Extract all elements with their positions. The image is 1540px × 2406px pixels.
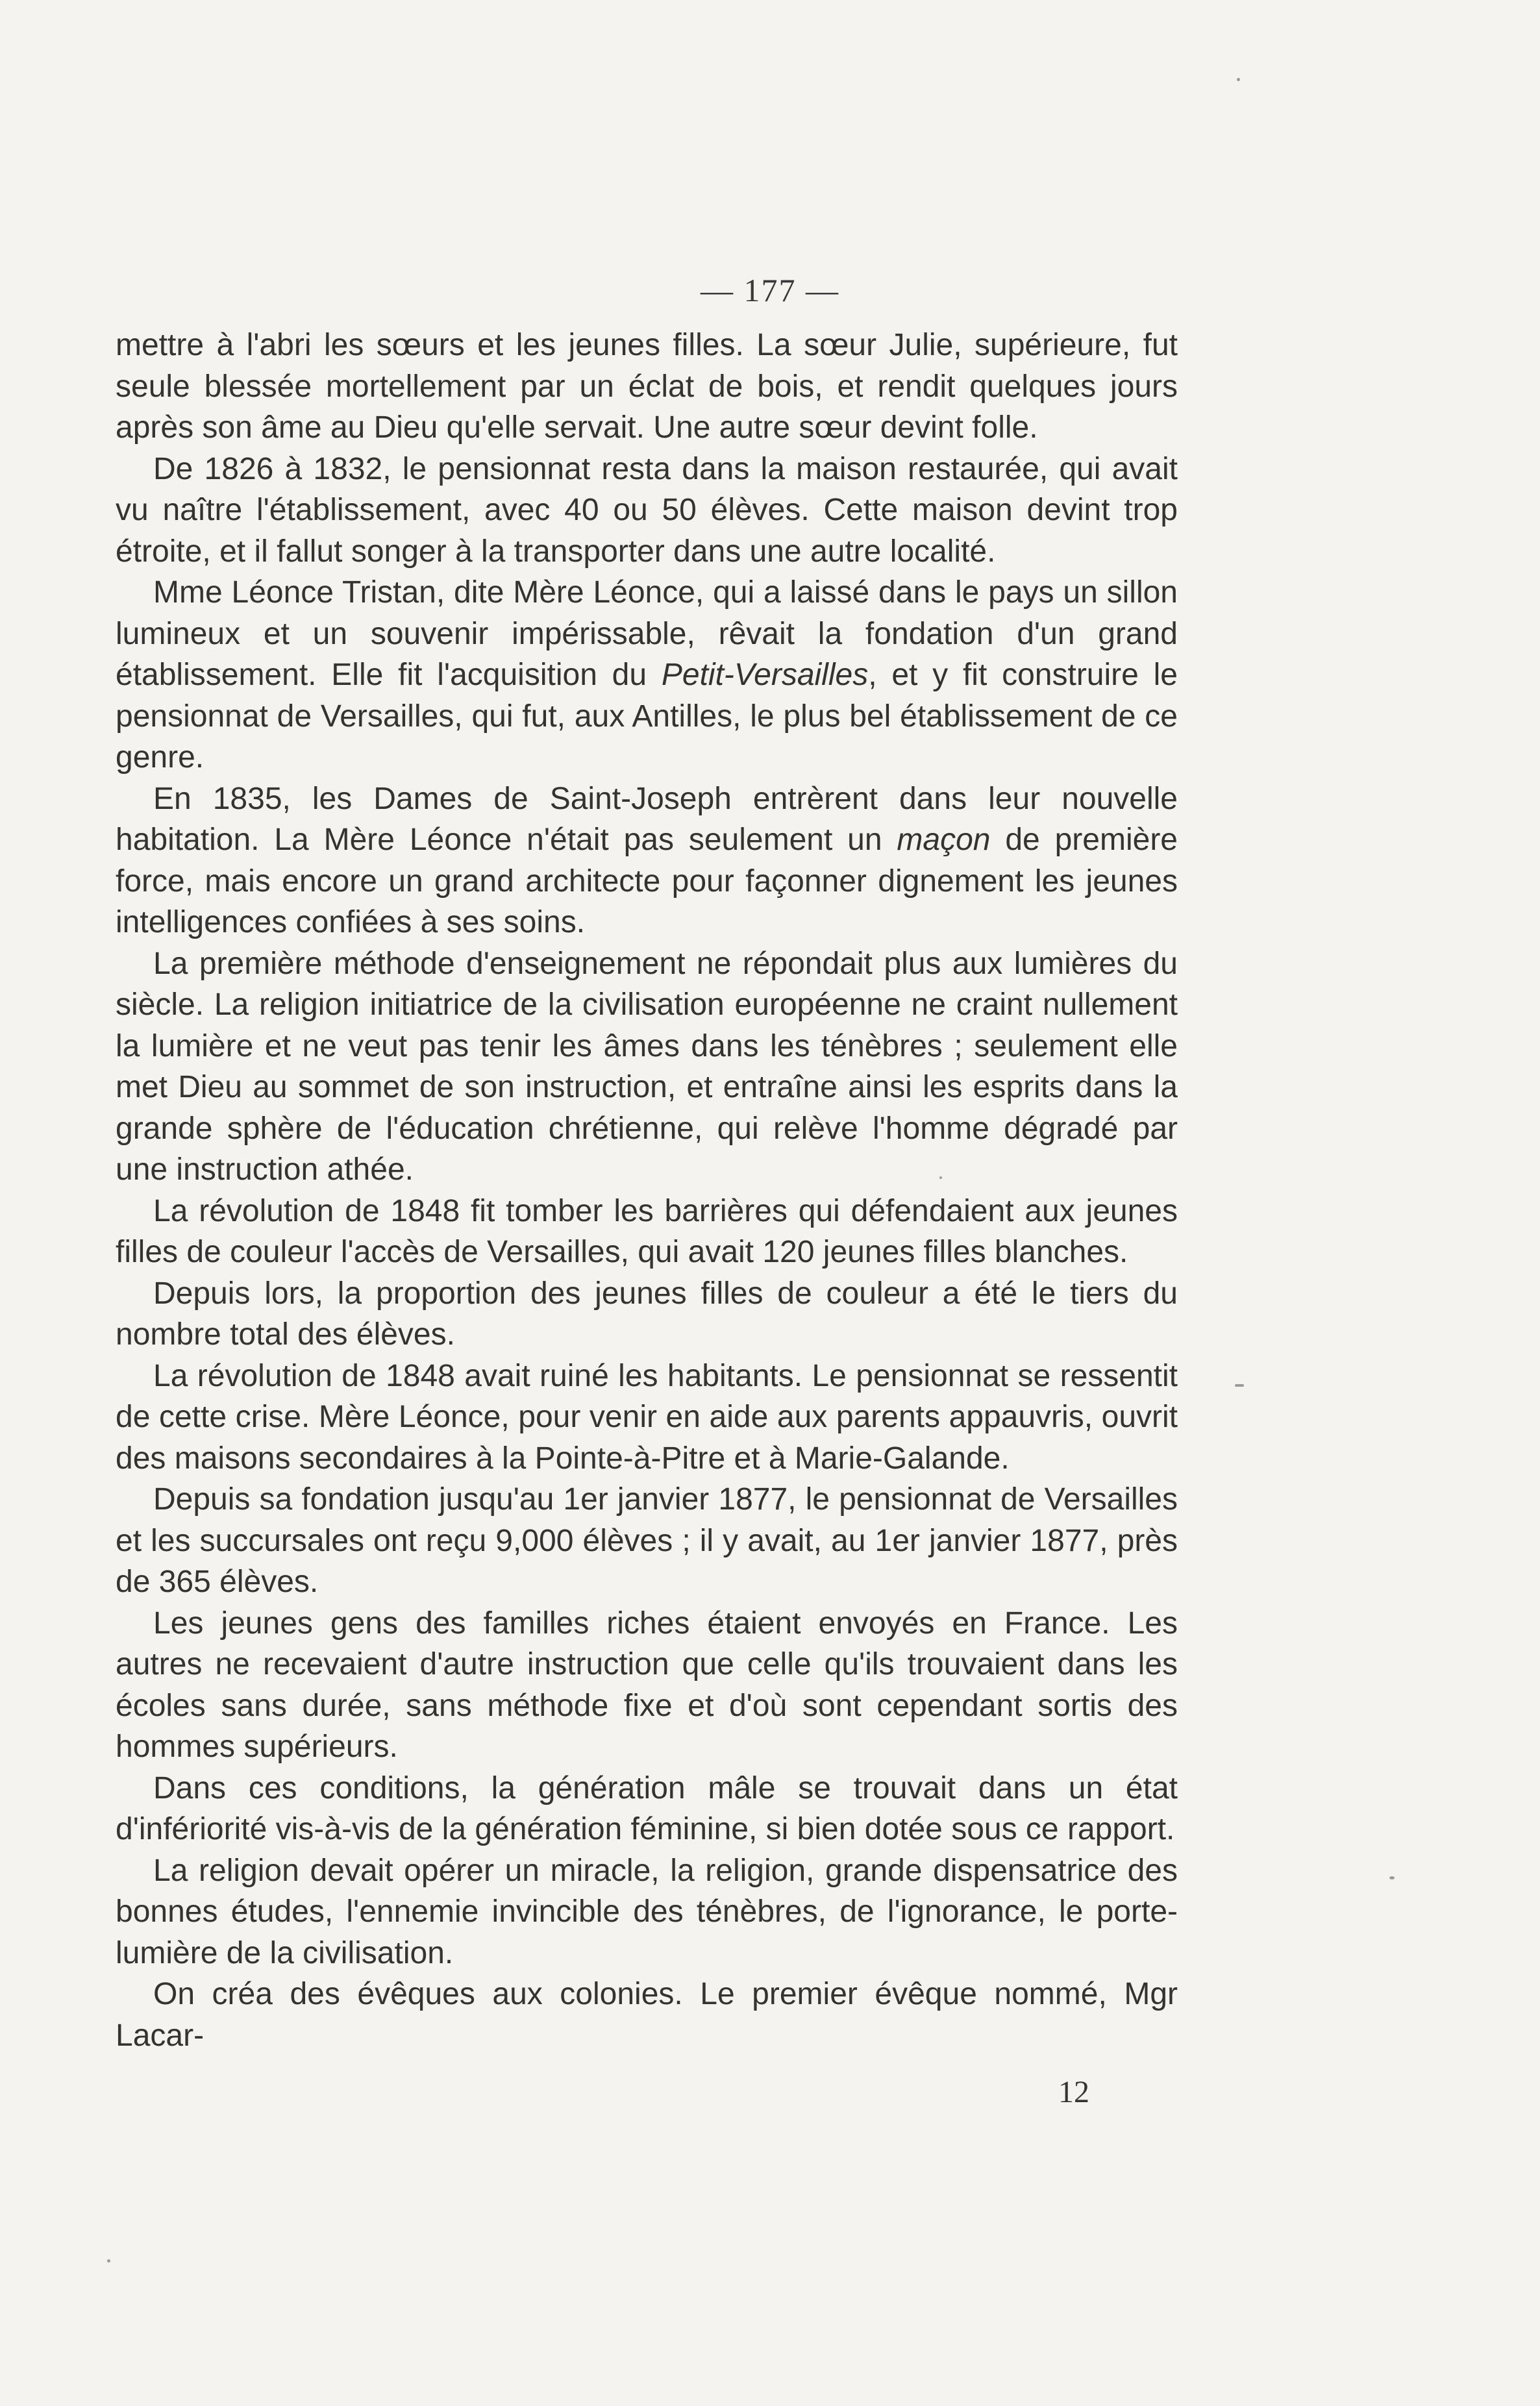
paragraph [116,1850,1178,1974]
scan-speck [1389,1876,1395,1879]
paragraph [116,449,1178,573]
paragraph-text: En 1835, les Dames de Saint-Joseph entrèrent dans leur nouvelle habitation. La Mère Léonce n'était pas seulement un [116,781,1178,857]
paragraph [116,1356,1178,1480]
paragraph [116,1273,1178,1356]
paragraph-text: De 1826 à 1832, le pensionnat resta dans la maison restaurée, qui avait vu naître l'établissement, avec 40 ou 50 élèves. Cette maison devint trop étroite, et il fallut songer à la transporter dans une autre localité. [116,451,1178,569]
italic-title: Petit-Versailles [661,658,869,692]
scan-speck [1235,1384,1244,1387]
page-header: — 177 — [701,272,839,308]
paragraph-text: Depuis sa fondation jusqu'au 1er janvier 1877, le pensionnat de Versailles et les succursales ont reçu 9,000 élèves ; il y avait, au 1er janvier 1877, près de 365 élèves. [116,1482,1178,1599]
paragraph [116,778,1178,943]
paragraph [116,572,1178,778]
paragraph [116,1191,1178,1273]
paragraph [116,943,1178,1191]
paragraph-text: mettre à l'abri les sœurs et les jeunes filles. La sœur Julie, supérieure, fut seule blessée mortellement par un éclat de bois, et rendit quelques jours après son âme au Dieu qu'elle servait. Une autre sœur devint folle. [116,328,1178,445]
paragraph-text: , et y fit construire le pensionnat de Versailles, qui fut, aux Antilles, le plus bel établissement de ce genre. [116,658,1178,775]
paragraph-text: La religion devait opérer un miracle, la religion, grande dispensatrice des bonnes études, l'ennemie invincible des ténèbres, de l'ignorance, le porte-lumière de la civilisation. [116,1853,1178,1970]
scan-speck [939,1176,942,1179]
paragraph [116,1768,1178,1850]
body-text [116,325,1178,2056]
paragraph [116,1603,1178,1768]
scan-speck [1237,78,1240,81]
paragraph-text: Mme Léonce Tristan, dite Mère Léonce, qui a laissé dans le pays un sillon lumineux et un souvenir impérissable, rêvait la fondation d'un grand établissement. Elle fit l'acquisition du [116,575,1178,692]
paragraph-text: On créa des évêques aux colonies. Le premier évêque nommé, Mgr Lacar- [116,1977,1178,2053]
paragraph-text: Dans ces conditions, la génération mâle se trouvait dans un état d'infériorité vis-à-vis de la génération féminine, si bien dotée sous ce rapport. [116,1770,1178,1846]
italic-word: maçon [897,823,991,857]
paragraph-text: La révolution de 1848 fit tomber les barrières qui défendaient aux jeunes filles de couleur l'accès de Versailles, qui avait 120 jeunes filles blanches. [116,1193,1178,1269]
paragraph-text: La révolution de 1848 avait ruiné les habitants. Le pensionnat se ressentit de cette crise. Mère Léonce, pour venir en aide aux parents appauvris, ouvrit des maisons secondaires à la Pointe-à-Pitre et à Marie-Galande. [116,1358,1178,1476]
paragraph [116,1479,1178,1603]
paragraph-text: de première force, mais encore un grand architecte pour façonner dignement les jeunes intelligences confiées à ses soins. [116,823,1178,939]
paragraph-text: La première méthode d'enseignement ne répondait plus aux lumières du siècle. La religion initiatrice de la civilisation européenne ne craint nullement la lumière et ne veut pas tenir les âmes dans les ténèbres ; seulement elle met Dieu au sommet de son instruction, et entraîne ainsi les esprits dans la grande sphère de l'éducation chrétienne, qui relève l'homme dégradé par une instruction athée. [116,946,1178,1187]
paragraph [116,1974,1178,2056]
paragraph-text: Les jeunes gens des familles riches étaient envoyés en France. Les autres ne recevaient d'autre instruction que celle qu'ils trouvaient dans les écoles sans durée, sans méthode fixe et d'où sont cependant sortis des hommes supérieurs. [116,1606,1178,1764]
paragraph-text: Depuis lors, la proportion des jeunes filles de couleur a été le tiers du nombre total des élèves. [116,1276,1178,1352]
scan-speck [107,2259,110,2263]
page-number: 12 [1058,2075,1089,2109]
paragraph [116,325,1178,449]
